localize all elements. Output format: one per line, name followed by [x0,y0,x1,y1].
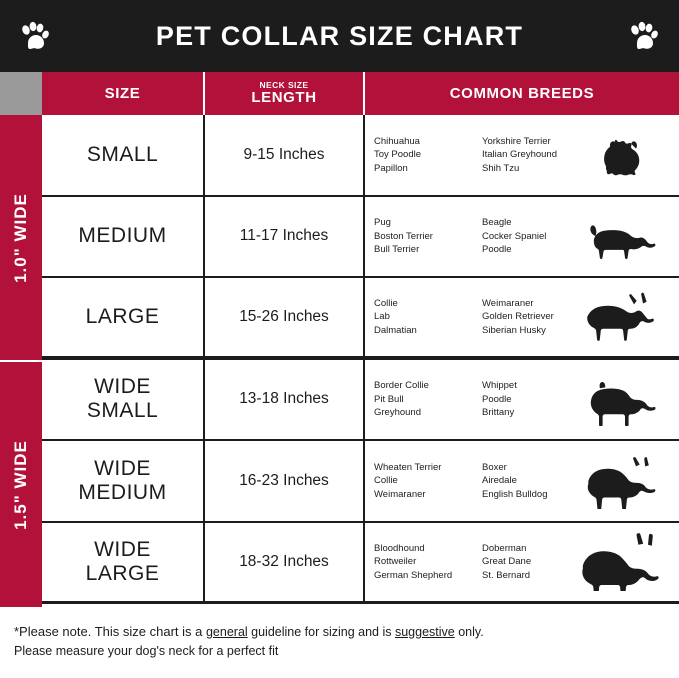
group-label-1-inch-text: 1.0" WIDE [11,192,30,283]
breed-item: Beagle [482,217,512,228]
breed-item: Siberian Husky [482,324,546,336]
breed-item: Chihuahua [374,135,420,147]
column-header-neck-size: NECK SIZE [259,80,309,90]
breed-item: Boxer [482,461,507,473]
row-size-cell [42,278,205,356]
breed-item: Poodle [482,393,512,405]
breed-item: Airedale [482,475,517,486]
row-size-label-2: LARGE [85,561,160,585]
header-bar [0,0,679,72]
breed-item: Lab [374,311,390,322]
breed-item: Poodle [482,244,512,255]
breed-item: Shih Tzu [482,162,520,174]
breed-item: Bloodhound [374,542,425,554]
breed-item: German Shepherd [374,569,453,581]
breed-item: English Bulldog [482,488,548,500]
row-length-cell: 15-26 Inches [205,278,365,356]
beagle-silhouette [577,197,673,277]
column-header-size: SIZE [42,72,205,115]
breed-list-secondary [482,379,590,420]
group-label-1-5-inch-text: 1.5" WIDE [11,439,30,530]
row-length-cell: 13-18 Inches [205,360,365,440]
footer-text-general: general [205,625,248,639]
table-row [42,278,679,360]
breed-item: Weimaraner [482,297,534,309]
paw-print-icon [18,20,52,54]
breed-item: Wheaten Terrier [374,461,442,473]
breed-item: Dalmatian [374,324,417,336]
column-header-length-label: LENGTH [251,89,317,106]
breed-list-primary [374,135,482,176]
breed-item: Yorkshire Terrier [482,135,551,147]
table-row [42,441,679,523]
row-size-cell [42,441,205,521]
row-size-label: WIDE [94,537,151,561]
shepherd-silhouette [577,278,673,356]
breed-item: Collie [374,297,398,309]
column-header-row [0,72,679,115]
corner-block [0,72,42,115]
breed-item: Pug [374,217,391,228]
row-size-label: LARGE [85,304,160,328]
row-size-label: WIDE [94,375,151,399]
row-size-label-2: MEDIUM [78,480,167,504]
row-breeds-cell [365,441,677,521]
breed-list-primary [374,542,482,583]
row-breeds-cell [365,197,677,277]
row-size-label: SMALL [86,142,159,166]
row-size-cell [42,523,205,602]
footer-line-2: Please measure your dog's neck for a perfect fit [14,644,279,658]
breed-list-secondary [482,135,590,176]
boxer-silhouette [577,441,673,521]
footer-line-1 [14,622,665,642]
table-row [42,115,679,197]
column-header-breeds: COMMON BREEDS [365,72,679,115]
breed-item: Great Dane [482,556,532,567]
row-length-cell: 18-32 Inches [205,523,365,602]
row-size-cell [42,115,205,195]
row-size-label-2: SMALL [86,399,159,423]
breed-item: Bull Terrier [374,244,420,255]
bulldog-silhouette [577,360,673,440]
row-length-cell: 9-15 Inches [205,115,365,195]
breed-item: Brittany [482,407,515,418]
footer-text-e: only. [454,625,484,639]
column-header-length [205,72,365,115]
row-length-cell: 16-23 Inches [205,441,365,521]
paw-print-icon [627,20,661,54]
breed-item: Boston Terrier [374,230,433,242]
breed-item: Border Collie [374,380,429,391]
group-label-1-inch [0,115,42,360]
row-breeds-cell [365,523,677,602]
breed-item: Italian Greyhound [482,149,557,160]
footer-text-c: guideline for sizing and is [247,625,395,639]
breed-item: Papillon [374,162,408,174]
breed-list-secondary [482,216,590,257]
row-size-cell [42,197,205,277]
breed-list-secondary [482,542,590,583]
footer-text-a: *Please note. This size chart is a [14,624,206,639]
breed-item: Toy Poodle [374,149,422,160]
table-row [42,360,679,442]
breed-item: Weimaraner [374,488,426,500]
breed-item: St. Bernard [482,569,531,581]
doberman-silhouette [577,523,673,602]
breed-item: Cocker Spaniel [482,230,547,242]
table-row [42,197,679,279]
pomeranian-silhouette [577,115,673,195]
breed-item: Whippet [482,380,517,391]
footer-text-suggestive: suggestive [394,625,455,639]
breed-item: Rottweiler [374,556,417,567]
table-row [42,523,679,605]
breed-item: Pit Bull [374,393,404,405]
row-breeds-cell [365,278,677,356]
breed-item: Golden Retriever [482,311,554,322]
row-size-label: WIDE [94,456,151,480]
row-size-cell [42,360,205,440]
breed-list-primary [374,216,482,257]
breed-list-secondary [482,297,590,338]
breed-item: Collie [374,475,398,486]
row-size-label: MEDIUM [78,224,167,248]
page-title: PET COLLAR SIZE CHART [155,20,524,51]
breed-list-primary [374,461,482,502]
breed-item: Doberman [482,542,527,554]
row-breeds-cell [365,360,677,440]
breed-list-primary [374,379,482,420]
breed-item: Greyhound [374,407,422,418]
footer-note [0,612,679,661]
breed-list-primary [374,297,482,338]
row-breeds-cell [365,115,677,195]
group-label-1-5-inch [0,362,42,607]
size-table-body [42,115,679,604]
row-length-cell: 11-17 Inches [205,197,365,277]
breed-list-secondary [482,461,590,502]
